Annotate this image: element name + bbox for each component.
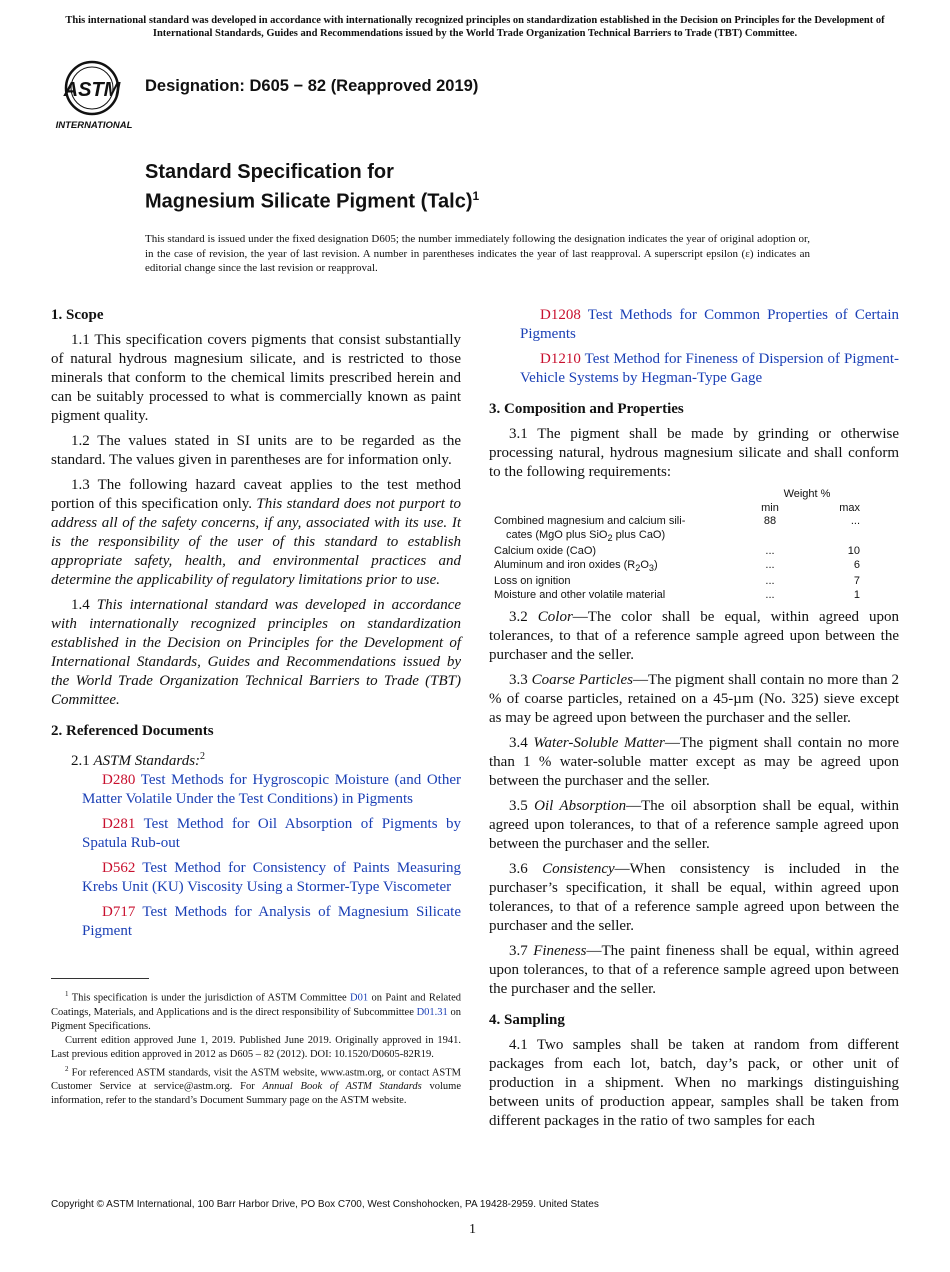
composition-3-1: 3.1 The pigment shall be made by grinding or otherwise processing natural, hydrous magnesium silicate and shall conform to the following requirements: xyxy=(489,426,899,480)
footnote-2-italic: Annual Book of ASTM Standards xyxy=(262,1081,422,1092)
row-max: 10 xyxy=(847,545,860,558)
issued-note: This standard is issued under the fixed designation D605; the number immediately following the designation indicates the year of original adoption or, in the case of revision, the year of last revision. A number in parentheses indicates the year of last reapproval. A superscript epsilon (ε) indicates an editorial change since the last revision or reapproval. xyxy=(145,233,810,274)
ref-item[interactable] xyxy=(51,903,461,941)
sampling-heading: 4. Sampling xyxy=(489,1012,565,1029)
footnote-rule xyxy=(51,978,149,979)
footnotes xyxy=(51,987,461,1108)
footnote-1-text-c: on Pigment Specifications. xyxy=(51,1006,461,1032)
ref-title[interactable]: Test Methods for Common Properties of Certain Pigments xyxy=(520,307,899,342)
composition-3-6 xyxy=(489,860,899,936)
ref-code[interactable]: D562 xyxy=(102,860,136,876)
ref-item[interactable] xyxy=(489,350,899,388)
scope-1-4 xyxy=(51,596,461,710)
scope-1-3-lead: 1.3 The following hazard caveat applies to the test method portion of this specification only. xyxy=(51,477,461,512)
footnote-2-text-a: For referenced ASTM standards, visit the ASTM website, www.astm.org, or contact ASTM Customer Service at service@astm.org. For xyxy=(51,1067,461,1092)
row-label: Moisture and other volatile material xyxy=(494,588,666,601)
ref-title[interactable]: Test Methods for Analysis of Magnesium Silicate Pigment xyxy=(82,904,461,939)
astm-standards-label xyxy=(51,747,461,771)
row-label xyxy=(494,559,740,576)
table-row xyxy=(494,575,874,589)
row-max: 1 xyxy=(853,588,860,601)
ref-code[interactable]: D281 xyxy=(102,816,136,832)
footnote-1-mark: 1 xyxy=(65,990,69,998)
astm-label: ASTM Standards: xyxy=(93,753,201,769)
designation: Designation: D605 − 82 (Reapproved 2019) xyxy=(145,77,479,95)
row-label-pre: cates (MgO plus SiO xyxy=(506,528,608,541)
row-min: ... xyxy=(765,575,775,588)
logo-subtext: INTERNATIONAL xyxy=(55,120,133,131)
ref-code[interactable]: D1208 xyxy=(540,307,581,323)
row-label-mid: O xyxy=(640,558,649,571)
scope-heading: 1. Scope xyxy=(51,307,104,323)
row-label-post: ) xyxy=(653,558,658,571)
ref-title[interactable]: Test Method for Consistency of Paints Measuring Krebs Unit (KU) Viscosity Using a Stormer-Type Viscometer xyxy=(82,860,461,895)
ref-title[interactable]: Test Methods for Hygroscopic Moisture (and Other Matter Volatile Under the Test Conditions) in Pigments xyxy=(82,772,462,807)
footnote-1-text-b: on Paint and Related Coatings, Materials, and Applications and is the direct responsibility of Subcommittee xyxy=(51,992,461,1018)
row-label-post: plus CaO) xyxy=(612,528,666,541)
row-max: ... xyxy=(850,515,860,527)
scope-1-4-italic: This international standard was developed in accordance with internationally recognized principles on standardization established in the Decision on Principles for the Development of International Standards, Guides and Recommendations issued by the World Trade Organization Technical Barriers to Trade (TBT) Committee. xyxy=(51,597,462,708)
ref-item[interactable] xyxy=(51,771,461,809)
astm-logo-icon xyxy=(52,58,136,132)
footnote-1 xyxy=(51,987,461,1034)
committee-link[interactable]: D01 xyxy=(350,992,369,1004)
ref-code[interactable]: D717 xyxy=(102,904,136,920)
ref-item[interactable] xyxy=(51,859,461,897)
scope-1-4-num: 1.4 xyxy=(71,597,97,613)
weight-header: Weight % xyxy=(783,488,831,500)
para-text: —The color shall be equal, within agreed upon tolerances, to that of a reference sample agreed upon between the purchaser and the seller. xyxy=(489,609,900,664)
left-column xyxy=(51,306,461,947)
row-max: 6 xyxy=(853,558,860,571)
title-footnote-mark: 1 xyxy=(472,189,480,203)
row-label: Combined magnesium and calcium sili- xyxy=(494,515,686,527)
max-header: max xyxy=(839,501,860,514)
para-term: Color xyxy=(537,609,573,626)
para-num: 3.7 xyxy=(509,943,534,960)
row-label: Calcium oxide (CaO) xyxy=(494,545,597,558)
para-num: 3.5 xyxy=(509,798,535,815)
requirements-table xyxy=(494,488,874,602)
table-row xyxy=(494,515,874,545)
para-text: —The paint fineness shall be equal, within agreed upon tolerances, to that of a reference sample agreed upon between the purchaser and the seller. xyxy=(489,943,899,998)
footnote-2 xyxy=(51,1062,461,1109)
para-text: —The pigment shall contain no more than 2 % of coarse particles, retained on a 45-µm (No. 325) sieve except as may be agreed upon between the purchaser and the seller. xyxy=(489,672,900,727)
ref-code[interactable]: D280 xyxy=(102,772,136,788)
para-text: —The pigment shall contain no more than 1 % water-soluble matter except as may be agreed upon between the purchaser and the seller. xyxy=(489,735,900,790)
para-text: —When consistency is included in the purchaser’s specification, it shall be equal, within agreed upon tolerances, to that of a reference sample agreed upon between the purchaser and the seller. xyxy=(489,861,900,935)
para-num: 3.6 xyxy=(509,861,543,878)
scope-1-3 xyxy=(51,476,461,590)
footnote-2-text-b: volume information, refer to the standard’s Document Summary page on the ASTM website. xyxy=(51,1081,461,1106)
row-min: 88 xyxy=(763,515,777,527)
para-num: 3.3 xyxy=(509,672,532,689)
edition-note: Current edition approved June 1, 2019. Published June 2019. Originally approved in 1941. Last previous edition approved in 2012 as D605 – 82 (2012). DOI: 10.1520/D0605-82R19. xyxy=(51,1034,461,1060)
ref-title[interactable]: Test Method for Fineness of Dispersion of Pigment-Vehicle Systems by Hegman-Type Gage xyxy=(520,351,899,386)
para-num: 3.4 xyxy=(509,735,534,752)
astm-num: 2.1 xyxy=(71,753,94,769)
wto-notice: This international standard was developed in accordance with internationally recognized principles on standardization established in the Decision on Principles for the Development of International Standards, Guides and Recommendations issued by the World Trade Organization Technical Barriers to Trade (TBT) Committee. xyxy=(65,15,885,39)
row-label: Loss on ignition xyxy=(494,575,571,588)
right-column xyxy=(489,306,899,1137)
ref-title[interactable]: Test Method for Oil Absorption of Pigments by Spatula Rub-out xyxy=(82,816,462,851)
scope-1-2: 1.2 The values stated in SI units are to be regarded as the standard. The values given in parentheses are for information only. xyxy=(51,433,461,468)
table-row xyxy=(494,559,874,576)
logo-text: ASTM xyxy=(63,79,121,101)
title-line-2-text: Magnesium Silicate Pigment (Talc) xyxy=(145,190,473,213)
row-label-sub: 3 xyxy=(648,562,654,573)
ref-code[interactable]: D1210 xyxy=(540,351,581,367)
para-term: Consistency xyxy=(542,861,615,878)
scope-1-1: 1.1 This specification covers pigments that consist substantially of natural hydrous magnesium silicate, and is restricted to those minerals that conform to the chemical limits prescribed herein and can be suitably processed to what is commercially known as paint pigment quality. xyxy=(51,332,461,424)
min-header: min xyxy=(761,501,779,514)
para-text: —The oil absorption shall be equal, within agreed upon tolerances, to that of a reference sample agreed upon between the purchaser and the seller. xyxy=(489,798,899,853)
ref-item[interactable] xyxy=(489,306,899,344)
composition-3-2 xyxy=(489,608,899,665)
sampling-4-1: 4.1 Two samples shall be taken at random from different packages from each lot, batch, day’s pack, or other unit of production in a shipment. When no markings distinguishing between units of production appear, samples shall be taken from different packages in the ratio of two samples for each xyxy=(489,1037,899,1130)
row-label-pre: Aluminum and iron oxides (R xyxy=(494,558,636,571)
composition-3-4 xyxy=(489,734,899,791)
row-min: ... xyxy=(765,545,775,558)
ref-item[interactable] xyxy=(51,815,461,853)
title-line-1: Standard Specification for xyxy=(145,161,394,183)
para-term: Oil Absorption xyxy=(534,798,627,815)
para-term: Water-Soluble Matter xyxy=(533,735,665,752)
para-term: Coarse Particles xyxy=(531,672,633,689)
referenced-heading: 2. Referenced Documents xyxy=(51,723,214,739)
footnote-1-text-a: This specification is under the jurisdiction of ASTM Committee xyxy=(71,992,351,1004)
row-max: 7 xyxy=(853,575,860,588)
document-title xyxy=(145,160,479,214)
table-row xyxy=(494,545,874,559)
page-number: 1 xyxy=(469,1222,476,1237)
title-line-2 xyxy=(145,184,479,214)
para-num: 3.2 xyxy=(509,609,538,626)
row-min: ... xyxy=(765,588,775,601)
composition-3-3 xyxy=(489,671,899,728)
row-label-sub: 2 xyxy=(635,562,641,573)
composition-3-5 xyxy=(489,797,899,854)
copyright: Copyright © ASTM International, 100 Barr Harbor Drive, PO Box C700, West Conshohocken, PA 19428-2959. United States xyxy=(51,1199,599,1210)
para-term: Fineness xyxy=(533,943,587,960)
subcommittee-link[interactable]: D01.31 xyxy=(416,1006,448,1018)
astm-sup: 2 xyxy=(200,751,206,762)
table-row xyxy=(494,589,874,603)
scope-1-3-italic: This standard does not purport to address all of the safety concerns, if any, associated with its use. It is the responsibility of the user of this standard to establish appropriate safety, health, and environmental practices and determine the applicability of regulatory limitations prior to use. xyxy=(51,496,462,588)
footnote-2-mark: 2 xyxy=(65,1064,69,1073)
row-label-cont xyxy=(494,529,665,541)
composition-3-7 xyxy=(489,942,899,999)
row-label-sub: 2 xyxy=(607,532,613,543)
row-min: ... xyxy=(765,558,775,571)
composition-heading: 3. Composition and Properties xyxy=(489,401,684,417)
